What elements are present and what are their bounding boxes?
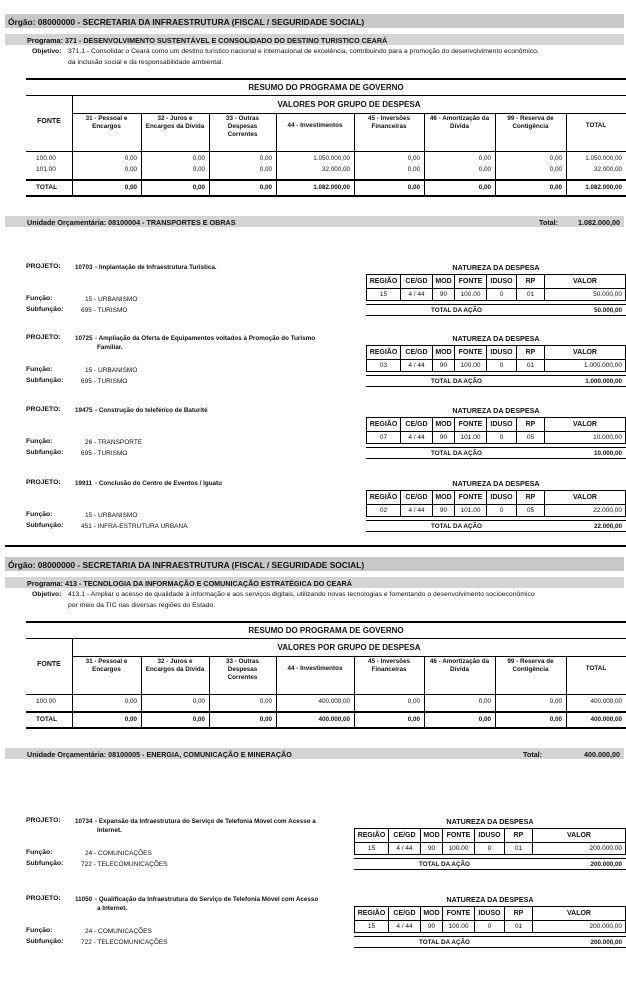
- table-top-rule: [26, 621, 626, 623]
- row-value: 0,00: [124, 155, 137, 162]
- natureza-cell: 01: [517, 360, 545, 372]
- projeto-title: - Ampliação da Oferta de Equipamentos voltados à Promoção do Turismo: [95, 335, 316, 342]
- objective-line-1: 371.1 - Consolidar o Ceará como um destino turístico nacional e internacional de excelência, contribuindo para a promoção do desenvolvimento econômico,: [68, 48, 539, 55]
- total-acao-row: [354, 858, 626, 870]
- total-value: 400.000,00: [590, 716, 622, 723]
- total-value: 0,00: [124, 184, 137, 191]
- row-value: 0,00: [124, 698, 137, 705]
- orgao-header: Órgão: 08000000 - SECRETARIA DA INFRAESTRUTURA (FISCAL / SEGURIDADE SOCIAL): [5, 14, 624, 28]
- natureza-header-cell: VALOR: [545, 491, 626, 505]
- natureza-header-cell: CE/GD: [401, 418, 433, 432]
- projeto-label: PROJETO:: [26, 817, 61, 824]
- natureza-cell: 50.000,00: [545, 289, 626, 301]
- objective-label: Objetivo:: [32, 48, 62, 55]
- natureza-cell: 02: [367, 505, 401, 517]
- natureza-cell: 4 / 44: [389, 921, 421, 933]
- column-header: 33 - Outras Despesas Correntes: [226, 658, 259, 681]
- natureza-header-cell: MOD: [433, 491, 455, 505]
- total-value: 0,00: [549, 716, 562, 723]
- natureza-cell: 4 / 44: [401, 360, 433, 372]
- row-value: 32.000,00: [593, 166, 622, 173]
- natureza-cell: 01: [517, 289, 545, 301]
- funcao-value: 24 - COMUNICAÇÕES: [85, 928, 152, 935]
- natureza-cell: 100.00: [455, 360, 487, 372]
- total-value: 0,00: [407, 184, 420, 191]
- total-value: 0,00: [478, 184, 491, 191]
- natureza-header-cell: RP: [505, 907, 533, 921]
- natureza-header-cell: VALOR: [533, 829, 626, 843]
- funcao-value: 26 - TRANSPORTE: [85, 439, 143, 446]
- total-acao-value: 1.000.000,00: [585, 378, 622, 385]
- natureza-table: [366, 274, 626, 301]
- natureza-cell: 0: [487, 432, 517, 444]
- total-acao-label: TOTAL DA AÇÃO: [431, 523, 482, 530]
- natureza-header-cell: REGIÃO: [367, 346, 401, 360]
- table-top-rule: [26, 78, 626, 80]
- natureza-title: NATUREZA DA DESPESA: [452, 479, 540, 488]
- natureza-cell: 15: [355, 843, 389, 855]
- natureza-cell: 90: [433, 505, 455, 517]
- natureza-cell: 101.00: [455, 505, 487, 517]
- natureza-header-cell: MOD: [421, 829, 443, 843]
- total-bottom-rule: [26, 195, 626, 197]
- total-value: 0,00: [192, 184, 205, 191]
- column-header: 33 - Outras Despesas Correntes: [226, 115, 259, 138]
- total-value: 0,00: [478, 716, 491, 723]
- row-value: 400.000,00: [318, 698, 350, 705]
- total-acao-label: TOTAL DA AÇÃO: [419, 861, 470, 868]
- total-acao-value: 200.000,00: [590, 939, 622, 946]
- natureza-header-cell: FONTE: [455, 418, 487, 432]
- projeto-label: PROJETO:: [26, 263, 61, 270]
- total-value: 1.082.000,00: [585, 184, 622, 191]
- total-value: 1.082.000,00: [313, 184, 350, 191]
- column-header: 31 - Pessoal e Encargos: [85, 115, 128, 130]
- natureza-title: NATUREZA DA DESPESA: [446, 817, 534, 826]
- total-label: TOTAL: [36, 184, 58, 191]
- natureza-table: [354, 828, 626, 855]
- unidade-header: [5, 748, 624, 759]
- subfuncao-value: 695 - TURISMO: [81, 450, 128, 457]
- natureza-header-cell: MOD: [433, 418, 455, 432]
- funcao-value: 24 - COMUNICAÇÕES: [85, 850, 152, 857]
- total-acao-value: 50.000,00: [593, 307, 622, 314]
- resumo-title: RESUMO DO PROGRAMA DE GOVERNO: [248, 83, 404, 92]
- natureza-header-cell: RP: [517, 275, 545, 289]
- table-rule: [72, 113, 626, 114]
- table-rule: [72, 656, 626, 657]
- natureza-cell: 01: [505, 843, 533, 855]
- natureza-cell: 0: [475, 921, 505, 933]
- total-value: 0,00: [259, 184, 272, 191]
- natureza-header-cell: IDUSO: [487, 346, 517, 360]
- subfuncao-label: Subfunção:: [26, 860, 64, 867]
- unidade-total-value: 400.000,00: [584, 750, 620, 759]
- natureza-cell: 4 / 44: [401, 432, 433, 444]
- natureza-cell: 0: [475, 843, 505, 855]
- row-value: 0,00: [192, 166, 205, 173]
- projeto-code: 10703: [75, 264, 93, 271]
- projeto-code: 10725: [75, 335, 93, 342]
- natureza-header-cell: CE/GD: [401, 275, 433, 289]
- total-acao-value: 22.000,00: [593, 523, 622, 530]
- row-value: 0,00: [124, 166, 137, 173]
- natureza-header-cell: IDUSO: [475, 907, 505, 921]
- natureza-header-cell: MOD: [433, 275, 455, 289]
- subfuncao-value: 695 - TURISMO: [81, 378, 128, 385]
- row-value: 0,00: [407, 166, 420, 173]
- natureza-header-cell: IDUSO: [475, 829, 505, 843]
- total-rule: [26, 711, 626, 713]
- row-value: 0,00: [192, 698, 205, 705]
- natureza-header-cell: REGIÃO: [355, 829, 389, 843]
- funcao-label: Função:: [26, 849, 53, 856]
- natureza-cell: 101.00: [455, 432, 487, 444]
- funcao-label: Função:: [26, 927, 53, 934]
- resumo-title: RESUMO DO PROGRAMA DE GOVERNO: [248, 626, 404, 635]
- natureza-cell: 4 / 44: [389, 843, 421, 855]
- natureza-cell: 01: [505, 921, 533, 933]
- table-rule: [26, 95, 626, 96]
- row-value: 0,00: [192, 155, 205, 162]
- natureza-table: [366, 345, 626, 372]
- natureza-cell: 0: [487, 360, 517, 372]
- projeto-title-cont: a Internet.: [97, 905, 128, 912]
- projeto-title: - Expansão da Infraestrutura do Serviço de Telefonia Móvel com Acesso a: [95, 818, 316, 825]
- objective-label: Objetivo:: [32, 591, 62, 598]
- projeto-title: - Qualificação da Infraestrutura do Serviço de Telefonia Móvel com Acesso: [95, 896, 319, 903]
- row-value: 0,00: [478, 698, 491, 705]
- natureza-header-cell: REGIÃO: [367, 275, 401, 289]
- programa-header: Programa: 371 - DESENVOLVIMENTO SUSTENTÁVEL E CONSOLIDADO DO DESTINO TURISTICO CEARÁ: [5, 34, 624, 45]
- row-value: 0,00: [259, 698, 272, 705]
- natureza-cell: 4 / 44: [401, 289, 433, 301]
- natureza-cell: 90: [433, 289, 455, 301]
- natureza-cell: 0: [487, 289, 517, 301]
- natureza-cell: 200.000,00: [533, 921, 626, 933]
- column-header: 46 - Amortização da Dívida: [429, 658, 490, 673]
- projeto-title: - Construção do teleférico de Baturité: [95, 407, 208, 414]
- column-header: 32 - Juros e Encargos da Dívida: [145, 658, 205, 673]
- natureza-header-cell: RP: [517, 418, 545, 432]
- natureza-header-cell: CE/GD: [389, 829, 421, 843]
- total-acao-label: TOTAL DA AÇÃO: [431, 307, 482, 314]
- projeto-label: PROJETO:: [26, 895, 61, 902]
- row-value: 0,00: [259, 155, 272, 162]
- subfuncao-value: 451 - INFRA-ESTRUTURA URBANA: [81, 523, 188, 530]
- natureza-cell: 100.00: [455, 289, 487, 301]
- natureza-cell: 15: [367, 289, 401, 301]
- row-fonte: 100.00: [36, 155, 56, 162]
- natureza-header-cell: IDUSO: [487, 491, 517, 505]
- natureza-cell: 10.000,00: [545, 432, 626, 444]
- natureza-header-cell: FONTE: [455, 491, 487, 505]
- row-value: 400.000,00: [590, 698, 622, 705]
- total-acao-row: [366, 304, 626, 316]
- unidade-header: [5, 216, 624, 227]
- natureza-table: [354, 906, 626, 933]
- total-acao-row: [366, 447, 626, 459]
- natureza-cell: 05: [517, 505, 545, 517]
- total-acao-row: [366, 375, 626, 387]
- natureza-header-cell: VALOR: [545, 418, 626, 432]
- funcao-value: 15 - URBANISMO: [85, 512, 138, 519]
- row-value: 0,00: [259, 166, 272, 173]
- row-value: 0,00: [549, 155, 562, 162]
- natureza-cell: 22.000,00: [545, 505, 626, 517]
- natureza-header-cell: MOD: [421, 907, 443, 921]
- natureza-header-cell: REGIÃO: [367, 491, 401, 505]
- natureza-title: NATUREZA DA DESPESA: [452, 406, 540, 415]
- natureza-header-cell: MOD: [433, 346, 455, 360]
- unidade-total-value: 1.082.000,00: [578, 218, 620, 227]
- total-acao-value: 10.000,00: [593, 450, 622, 457]
- column-header: TOTAL: [585, 665, 607, 672]
- column-header: 99 - Reserva de Contigência: [507, 658, 554, 673]
- valores-title: VALORES POR GRUPO DE DESPESA: [277, 100, 421, 109]
- natureza-table: [366, 417, 626, 444]
- total-value: 400.000,00: [318, 716, 350, 723]
- row-value: 0,00: [478, 166, 491, 173]
- natureza-cell: 90: [433, 432, 455, 444]
- total-bottom-rule: [26, 727, 626, 729]
- row-value: 0,00: [407, 155, 420, 162]
- row-value: 0,00: [407, 698, 420, 705]
- objective-line-2: por meio da TIC nas diversas regiões do Estado.: [68, 602, 216, 609]
- unidade-name: Unidade Orçamentária: 08100004 - TRANSPORTES E OBRAS: [27, 218, 236, 227]
- projeto-title-cont: Internet.: [97, 827, 122, 834]
- natureza-header-cell: RP: [517, 346, 545, 360]
- natureza-cell: 07: [367, 432, 401, 444]
- table-rule: [26, 638, 626, 639]
- total-acao-label: TOTAL DA AÇÃO: [431, 378, 482, 385]
- unidade-name: Unidade Orçamentária: 08100005 - ENERGIA, COMUNICAÇÃO E MINERAÇÃO: [27, 750, 292, 759]
- natureza-header-cell: FONTE: [455, 346, 487, 360]
- column-header: 44 - Investimentos: [287, 665, 343, 672]
- objective-line-1: 413.1 - Ampliar o acesso de qualidade à informação e aos serviços digitais, utilizando novas tecnologias e fomentando o desenvolvimento socioeconômico: [68, 591, 535, 598]
- total-value: 0,00: [124, 716, 137, 723]
- natureza-cell: 100.00: [443, 843, 475, 855]
- projeto-label: PROJETO:: [26, 479, 61, 486]
- unidade-total-label: Total:: [539, 218, 559, 227]
- row-fonte: 101.00: [36, 166, 56, 173]
- row-value: 0,00: [478, 155, 491, 162]
- table-rule: [26, 694, 626, 695]
- valores-title: VALORES POR GRUPO DE DESPESA: [277, 643, 421, 652]
- natureza-title: NATUREZA DA DESPESA: [452, 334, 540, 343]
- natureza-cell: 90: [433, 360, 455, 372]
- natureza-header-cell: REGIÃO: [367, 418, 401, 432]
- column-header: 32 - Juros e Encargos da Dívida: [145, 115, 205, 130]
- total-value: 0,00: [549, 184, 562, 191]
- natureza-header-cell: VALOR: [545, 275, 626, 289]
- column-header: 46 - Amortização da Dívida: [429, 115, 490, 130]
- projeto-label: PROJETO:: [26, 406, 61, 413]
- column-header: 44 - Investimentos: [287, 122, 343, 129]
- row-value: 1.050.000,00: [585, 155, 622, 162]
- row-fonte: 100.00: [36, 698, 56, 705]
- unidade-total-label: Total:: [523, 750, 543, 759]
- subfuncao-value: 722 - TELECOMUNICAÇÕES: [81, 939, 168, 946]
- projeto-code: 10734: [75, 818, 93, 825]
- total-value: 0,00: [259, 716, 272, 723]
- total-value: 0,00: [407, 716, 420, 723]
- natureza-title: NATUREZA DA DESPESA: [452, 263, 540, 272]
- row-value: 1.050.000,00: [313, 155, 350, 162]
- projeto-code: 19475: [75, 407, 93, 414]
- fonte-header: FONTE: [37, 661, 61, 668]
- natureza-cell: 05: [517, 432, 545, 444]
- natureza-header-cell: FONTE: [443, 829, 475, 843]
- funcao-label: Função:: [26, 295, 53, 302]
- column-header: 31 - Pessoal e Encargos: [85, 658, 128, 673]
- total-acao-value: 200.000,00: [590, 861, 622, 868]
- subfuncao-value: 722 - TELECOMUNICAÇÕES: [81, 861, 168, 868]
- funcao-label: Função:: [26, 511, 53, 518]
- natureza-header-cell: IDUSO: [487, 418, 517, 432]
- natureza-header-cell: IDUSO: [487, 275, 517, 289]
- natureza-header-cell: FONTE: [443, 907, 475, 921]
- natureza-header-cell: REGIÃO: [355, 907, 389, 921]
- total-label: TOTAL: [36, 716, 58, 723]
- total-acao-label: TOTAL DA AÇÃO: [419, 939, 470, 946]
- natureza-cell: 15: [355, 921, 389, 933]
- total-acao-label: TOTAL DA AÇÃO: [431, 450, 482, 457]
- subfuncao-value: 695 - TURISMO: [81, 307, 128, 314]
- table-rule: [26, 151, 626, 152]
- funcao-value: 15 - URBANISMO: [85, 296, 138, 303]
- column-header: 99 - Reserva de Contigência: [507, 115, 554, 130]
- projeto-code: 19911: [75, 480, 93, 487]
- natureza-header-cell: VALOR: [545, 346, 626, 360]
- natureza-header-cell: CE/GD: [401, 346, 433, 360]
- projeto-title: - Implantação de Infraestrutura Turística.: [95, 264, 217, 271]
- natureza-cell: 90: [421, 843, 443, 855]
- natureza-cell: 4 / 44: [401, 505, 433, 517]
- projeto-title: - Conclusão do Centro de Eventos / Iguatu: [95, 480, 222, 487]
- natureza-cell: 90: [421, 921, 443, 933]
- column-header: 45 - Inversões Financeiras: [367, 658, 410, 673]
- total-value: 0,00: [192, 716, 205, 723]
- natureza-header-cell: CE/GD: [401, 491, 433, 505]
- subfuncao-label: Subfunção:: [26, 377, 64, 384]
- programa-header: Programa: 413 - TECNOLOGIA DA INFORMAÇÃO E COMUNICAÇÃO ESTRATÉGICA DO CEARÁ: [5, 577, 624, 588]
- natureza-header-cell: VALOR: [533, 907, 626, 921]
- subfuncao-label: Subfunção:: [26, 306, 64, 313]
- natureza-cell: 100.00: [443, 921, 475, 933]
- natureza-header-cell: CE/GD: [389, 907, 421, 921]
- total-rule: [26, 179, 626, 181]
- funcao-label: Função:: [26, 366, 53, 373]
- natureza-cell: 0: [487, 505, 517, 517]
- total-acao-row: [366, 520, 626, 532]
- natureza-table: [366, 490, 626, 517]
- subfuncao-label: Subfunção:: [26, 449, 64, 456]
- objective-line-2: da inclusão social e da responsabilidade ambiental.: [68, 59, 224, 66]
- projeto-code: 11050: [75, 896, 93, 903]
- projeto-label: PROJETO:: [26, 334, 61, 341]
- funcao-value: 15 - URBANISMO: [85, 367, 138, 374]
- column-header: 45 - Inversões Financeiras: [367, 115, 410, 130]
- natureza-header-cell: RP: [505, 829, 533, 843]
- row-value: 0,00: [549, 698, 562, 705]
- column-rule: [72, 638, 73, 727]
- natureza-cell: 200.000,00: [533, 843, 626, 855]
- row-value: 32.000,00: [321, 166, 350, 173]
- section-divider: [5, 545, 626, 547]
- natureza-header-cell: FONTE: [455, 275, 487, 289]
- row-value: 0,00: [549, 166, 562, 173]
- natureza-cell: 1.000.000,00: [545, 360, 626, 372]
- natureza-header-cell: RP: [517, 491, 545, 505]
- column-header: TOTAL: [585, 122, 607, 129]
- orgao-header: Órgão: 08000000 - SECRETARIA DA INFRAESTRUTURA (FISCAL / SEGURIDADE SOCIAL): [5, 557, 624, 571]
- subfuncao-label: Subfunção:: [26, 522, 64, 529]
- projeto-title-cont: Familiar.: [97, 344, 123, 351]
- natureza-title: NATUREZA DA DESPESA: [446, 895, 534, 904]
- fonte-header: FONTE: [37, 118, 61, 125]
- natureza-cell: 03: [367, 360, 401, 372]
- subfuncao-label: Subfunção:: [26, 938, 64, 945]
- funcao-label: Função:: [26, 438, 53, 445]
- total-acao-row: [354, 936, 626, 948]
